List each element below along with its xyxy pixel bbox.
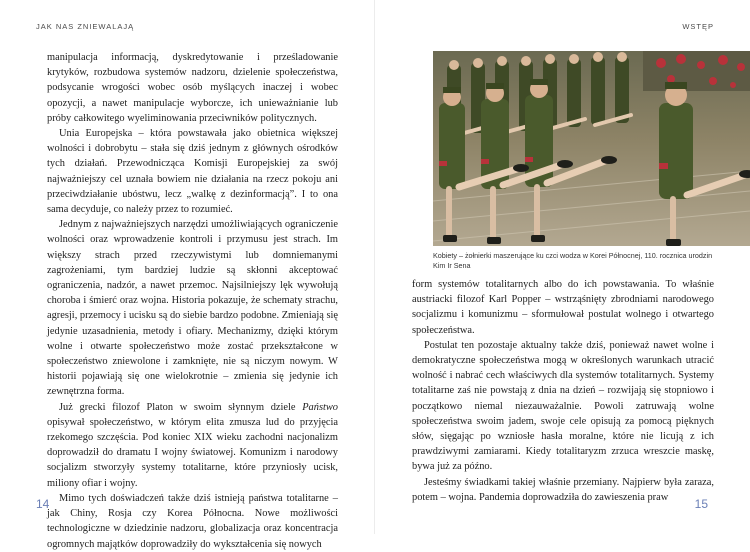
body-text — [412, 277, 714, 505]
paragraph: Mimo tych doświadczeń także dziś istnieją państwa totalitarne – jak Chiny, Rosja czy Korea Północna. Nowe możliwości technologiczne w dziedzinie nadzoru, globalizacja oraz koncentracja ogromnych majątków doprowadziły do wykształcenia się nowych — [47, 492, 338, 550]
left-page — [0, 0, 375, 550]
page-number: 14 — [36, 497, 50, 511]
paragraph-with-italic: Już grecki filozof Platon w swoim słynnym dziele Państwo opisywał społeczeństwo, w którym elita zmusza lud do przyjęcia rzekomego szczęścia. Pod koniec XIX wieku zachodni nacjonalizm doprowadził do dramatu I wojny światowej. Komunizm i narodowy socjalizm stworzyły systemy totalitarne, które przyniosły ucisk, miliony ofiar i wojny. — [47, 401, 338, 489]
page-number: 15 — [694, 497, 708, 511]
paragraph: Jednym z najważniejszych narzędzi umożliwiających ograniczenie wolności oraz wprowadzenie kontroli i przymusu jest strach. Im większy strach przed rzeczywistymi lub domniemanymi zagrożeniami, tym bardziej ludzie są skłonni akceptować ograniczenia, nadzór, a nawet przemoc. Najsilniejszy lęk wywołują choroba i śmierć oraz wojna. Historia pokazuje, że schematy strachu, agresji, przemocy i ucisku są do siebie bardzo podobne. Zmieniają się jedynie uzasadnienia, metody i ofiary. Mechanizmy, dzięki którym wolne i otwarte społeczeństwo może zostać przekształcone w społeczeństwo zniewolone i zamknięte, nie są niczym nowym. W historii pojawiają się one wielokrotnie – zmienia się jedynie ich zewnętrzna forma. — [47, 219, 338, 398]
book-title: Państwo — [302, 401, 338, 413]
women-soldiers-marching-photo — [433, 51, 750, 246]
paragraph: Unia Europejska – która powstawała jako obietnica większej wolności i dobrobytu – stała się dziś jednym z głównych ośrodków tych działań. Przewodnicząca Komisji Europejskiej za swój najważniejszy cel uznała bowiem nie działania na rzecz pokoju ani przeciwdziałanie ubóstwu, lecz „walkę z dezinformacją”. I to ona sama decyduje, co należy przez to rozumieć. — [47, 128, 338, 216]
paragraph: Postulat ten pozostaje aktualny także dziś, ponieważ nawet wolne i demokratyczne społeczeństwa mogą w określonych warunkach utracić wolność i nabrać cech właściwych dla systemów totalitarnych. Systemy totalitarne zaś nie powstają z dnia na dzień – rozwijają się stopniowo i początkowo niemal niezauważalnie. Powoli zatruwają wolne społeczeństwa swoim jadem, swoje cele opisują za pomocą pięknych słów, sięgając po wzniosłe hasła moralne, które nie licują z ich prawdziwymi zamiarami. Kiedy totalitaryzm zrzuca wreszcie maskę, bywa już za późno. — [412, 339, 714, 473]
running-head: WSTĘP — [682, 22, 714, 31]
body-text — [47, 50, 338, 552]
photo-caption: Kobiety – żołnierki maszerujące ku czci wodza w Korei Północnej, 110. rocznica urodzin Kim Ir Sena — [433, 251, 713, 270]
paragraph: Jesteśmy świadkami takiej właśnie przemiany. Najpierw była zaraza, potem – wojna. Pandemia doprowadziła do zawieszenia praw — [412, 476, 714, 503]
right-page — [375, 0, 750, 534]
running-head: JAK NAS ZNIEWALAJĄ — [36, 22, 135, 31]
paragraph: form systemów totalitarnych albo do ich powstawania. To właśnie austriacki filozof Karl Popper – wstrząśnięty zbrodniami narodowego socjalizmu i komunizmu – sformułował postulat wolnego i otwartego społeczeństwa. — [412, 279, 714, 336]
paragraph: manipulacja informacją, dyskredytowanie i prześladowanie krytyków, rozbudowa systemów nadzoru, dzielenie społeczeństwa, podsycanie wrogości wobec osób myślących inaczej i wobec opozycji, a nawet manipulacje wyborcze, ich unieważnianie lub próby całkowitego wyeliminowania przeciwników politycznych. — [47, 52, 338, 124]
